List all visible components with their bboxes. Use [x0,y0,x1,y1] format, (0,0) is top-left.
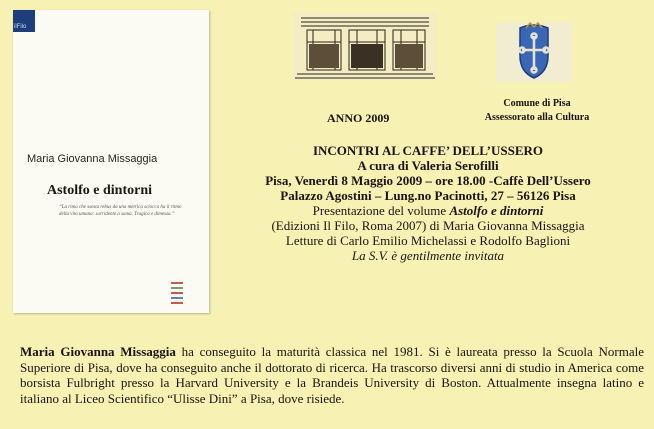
publisher-logo [13,10,35,32]
bio-name: Maria Giovanna Missaggia [20,344,176,359]
pisa-crest-icon [496,22,572,82]
comune-line-2: Assessorato alla Cultura [484,112,590,123]
comune-header [458,97,616,125]
event-presentation [232,203,624,218]
book-stripes [171,282,183,307]
comune-line-1: Comune di Pisa [503,98,571,109]
event-title: INCONTRI AL CAFFE’ DELL’USSERO [312,143,544,158]
book-cover [13,10,209,313]
author-bio [20,344,644,406]
event-address: Palazzo Agostini – Lung.no Pacinotti, 27 – 56126 Pisa [280,188,576,203]
event-info [232,143,624,263]
presentation-title: Astolfo e dintorni [449,203,544,218]
publisher-mark: ilFilo [14,24,27,30]
presentation-prefix: Presentazione del volume [312,203,450,218]
cafe-drawing-icon [293,12,437,80]
event-datetime: Pisa, Venerdì 8 Maggio 2009 – ore 18.00 -Caffè Dell’Ussero [265,173,591,188]
event-invite: La S.V. è gentilmente invitata [351,248,505,263]
event-readings: Letture di Carlo Emilio Michelassi e Rodolfo Baglioni [285,233,571,248]
book-author: Maria Giovanna Missaggia [27,153,158,165]
event-curator: A cura di Valeria Serofilli [357,158,499,173]
year-label: ANNO 2009 [327,111,390,125]
book-title: Astolfo e dintorni [47,183,152,198]
event-edition: (Edizioni Il Filo, Roma 2007) di Maria Giovanna Missaggia [271,218,585,233]
book-quote: “La rima che ssesta rebus da una metrica sciocca ha il ritmo della vita umana: sorridente a sama. Tragica e dimessa.” [59,205,182,217]
bio-text: ha conseguito la maturità classica nel 1981. Si è laureata presso la Scuola Normale Superiore di Pisa, dove ha conseguito anche il dottorato di ricerca. Ha trascorso diversi anni di studio in America come borsista Fulbright presso la Harvard University e la Brandeis University di Boston. Attualmente insegna latino e italiano al Liceo Scientifico “Ulisse Dini” a Pisa, dove risiede. [20,344,644,406]
